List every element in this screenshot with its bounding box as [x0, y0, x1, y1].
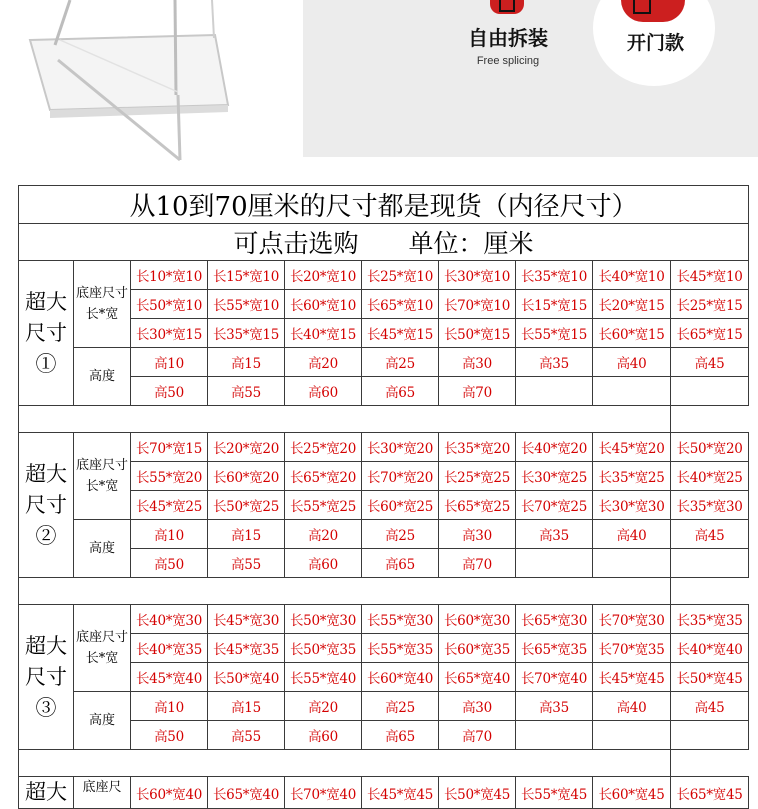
size-option[interactable]: 长30*宽20 [362, 433, 439, 462]
size-option[interactable]: 长60*宽20 [208, 462, 285, 491]
height-row [19, 520, 749, 549]
size-option[interactable]: 长20*宽15 [593, 290, 671, 319]
size-option[interactable]: 长60*宽25 [362, 491, 439, 520]
height-option[interactable]: 高40 [593, 520, 671, 549]
size-option[interactable]: 长45*宽25 [131, 491, 208, 520]
size-option[interactable]: 长45*宽45 [362, 777, 439, 809]
feature-free-splicing [443, 0, 573, 80]
height-option[interactable]: 高25 [362, 692, 439, 721]
size-option[interactable]: 长65*宽10 [362, 290, 439, 319]
size-option[interactable]: 长25*宽25 [439, 462, 516, 491]
size-option[interactable]: 长40*宽35 [131, 634, 208, 663]
empty-cell [516, 377, 593, 406]
size-option[interactable]: 长50*宽35 [285, 634, 362, 663]
size-option[interactable]: 长35*宽15 [208, 319, 285, 348]
base-size-row [19, 777, 749, 809]
base-size-label: 底座尺寸长*宽 [74, 433, 131, 520]
size-option[interactable]: 长60*宽35 [439, 634, 516, 663]
size-option[interactable]: 长35*宽10 [516, 261, 593, 290]
base-size-row [19, 261, 749, 290]
size-option[interactable]: 长40*宽20 [516, 433, 593, 462]
size-option[interactable]: 长10*宽10 [131, 261, 208, 290]
group-separator-row [19, 406, 749, 433]
size-option[interactable]: 长70*宽40 [285, 777, 362, 809]
group-name: 超大 [19, 777, 74, 809]
size-option[interactable]: 长45*宽35 [208, 634, 285, 663]
size-option[interactable]: 长50*宽40 [208, 663, 285, 692]
size-option[interactable]: 长70*宽35 [593, 634, 671, 663]
size-option[interactable]: 长30*宽15 [131, 319, 208, 348]
size-option[interactable]: 长25*宽10 [362, 261, 439, 290]
height-option[interactable]: 高70 [439, 549, 516, 578]
size-option[interactable]: 长65*宽35 [516, 634, 593, 663]
empty-cell [671, 549, 749, 578]
size-option[interactable]: 长70*宽30 [593, 605, 671, 634]
feature-subtitle: Free splicing [476, 55, 540, 67]
separator-cell [19, 750, 671, 777]
size-option[interactable]: 长45*宽20 [593, 433, 671, 462]
base-size-row [19, 433, 749, 462]
size-option[interactable]: 长20*宽20 [208, 433, 285, 462]
height-option[interactable]: 高65 [362, 549, 439, 578]
size-option[interactable]: 长55*宽15 [516, 319, 593, 348]
base-size-label: 底座尺寸长*宽 [74, 605, 131, 692]
height-option[interactable]: 高15 [208, 348, 285, 377]
size-option[interactable]: 长40*宽40 [671, 634, 749, 663]
height-option[interactable]: 高50 [131, 377, 208, 406]
empty-cell [593, 377, 671, 406]
height-option[interactable]: 高35 [516, 692, 593, 721]
size-option[interactable]: 长65*宽40 [439, 663, 516, 692]
size-option[interactable]: 长45*宽15 [362, 319, 439, 348]
size-option[interactable]: 长50*宽30 [285, 605, 362, 634]
size-option[interactable]: 长35*宽35 [671, 605, 749, 634]
height-label: 高度 [74, 348, 131, 406]
empty-cell [516, 549, 593, 578]
height-option[interactable]: 高65 [362, 721, 439, 750]
group-separator-row [19, 750, 749, 777]
height-option[interactable]: 高60 [285, 377, 362, 406]
base-size-row [19, 605, 749, 634]
size-option[interactable]: 长70*宽15 [131, 433, 208, 462]
size-option[interactable]: 长25*宽15 [671, 290, 749, 319]
size-option[interactable]: 长55*宽10 [208, 290, 285, 319]
height-option[interactable]: 高30 [439, 348, 516, 377]
height-option[interactable]: 高55 [208, 549, 285, 578]
size-option[interactable]: 长70*宽20 [362, 462, 439, 491]
table-subtitle: 可点击选购 单位：厘米 [19, 224, 749, 261]
feature-title: 自由拆装 [468, 26, 548, 50]
height-option[interactable]: 高45 [671, 520, 749, 549]
height-option[interactable]: 高20 [285, 692, 362, 721]
height-option[interactable]: 高50 [131, 721, 208, 750]
size-option[interactable]: 长25*宽20 [285, 433, 362, 462]
acrylic-display-box-image [0, 0, 290, 175]
height-option[interactable]: 高15 [208, 520, 285, 549]
height-option[interactable]: 高65 [362, 377, 439, 406]
height-option[interactable]: 高35 [516, 520, 593, 549]
feature-title: 开门款 [626, 32, 684, 54]
size-option[interactable]: 长55*宽25 [285, 491, 362, 520]
size-option[interactable]: 长45*宽45 [593, 663, 671, 692]
size-option[interactable]: 长55*宽35 [362, 634, 439, 663]
table-title: 从10到70厘米的尺寸都是现货（内径尺寸） [19, 186, 749, 224]
height-option[interactable]: 高40 [593, 692, 671, 721]
height-label: 高度 [74, 692, 131, 750]
group-name: 超大尺寸② [19, 433, 74, 578]
size-option[interactable]: 长50*宽45 [671, 663, 749, 692]
size-option[interactable]: 长40*宽25 [671, 462, 749, 491]
size-option[interactable]: 长20*宽10 [285, 261, 362, 290]
separator-cell [19, 406, 671, 433]
box-corner-icon [499, 0, 515, 12]
size-option[interactable]: 长45*宽10 [671, 261, 749, 290]
height-option[interactable]: 高60 [285, 721, 362, 750]
size-option[interactable]: 长30*宽10 [439, 261, 516, 290]
empty-cell [593, 721, 671, 750]
size-option[interactable]: 长40*宽10 [593, 261, 671, 290]
height-row [19, 348, 749, 377]
size-option[interactable]: 长60*宽45 [593, 777, 671, 809]
size-option[interactable]: 长50*宽20 [671, 433, 749, 462]
size-option[interactable]: 长65*宽45 [671, 777, 749, 809]
size-option[interactable]: 长65*宽15 [671, 319, 749, 348]
base-size-label: 底座尺寸长*宽 [74, 261, 131, 348]
size-option[interactable]: 长60*宽40 [131, 777, 208, 809]
height-option[interactable]: 高55 [208, 377, 285, 406]
size-option[interactable]: 长60*宽15 [593, 319, 671, 348]
height-option[interactable]: 高25 [362, 348, 439, 377]
height-option[interactable]: 高45 [671, 692, 749, 721]
empty-cell [593, 549, 671, 578]
size-option[interactable]: 长45*宽30 [208, 605, 285, 634]
height-row [19, 692, 749, 721]
size-option[interactable]: 长15*宽15 [516, 290, 593, 319]
product-banner [0, 0, 758, 180]
height-option[interactable]: 高25 [362, 520, 439, 549]
base-size-label: 底座尺 [74, 777, 131, 809]
size-option[interactable]: 长45*宽40 [131, 663, 208, 692]
feature-door-style [593, 0, 718, 88]
size-option[interactable]: 长60*宽30 [439, 605, 516, 634]
group-name: 超大尺寸③ [19, 605, 74, 750]
size-option[interactable]: 长35*宽25 [593, 462, 671, 491]
height-option[interactable]: 高10 [131, 692, 208, 721]
height-option[interactable]: 高35 [516, 348, 593, 377]
size-option[interactable]: 长40*宽15 [285, 319, 362, 348]
empty-cell [516, 721, 593, 750]
door-outline-icon [633, 0, 651, 14]
height-option[interactable]: 高30 [439, 520, 516, 549]
group-name: 超大尺寸① [19, 261, 74, 406]
size-option[interactable]: 长55*宽40 [285, 663, 362, 692]
height-option[interactable]: 高40 [593, 348, 671, 377]
height-option[interactable]: 高70 [439, 377, 516, 406]
empty-cell [671, 377, 749, 406]
height-option[interactable]: 高10 [131, 348, 208, 377]
size-option[interactable]: 长55*宽30 [362, 605, 439, 634]
size-table [18, 185, 749, 809]
size-option[interactable]: 长60*宽10 [285, 290, 362, 319]
size-option[interactable]: 长35*宽20 [439, 433, 516, 462]
size-option[interactable]: 长50*宽45 [439, 777, 516, 809]
height-option[interactable]: 高60 [285, 549, 362, 578]
features-panel [303, 0, 758, 157]
size-option[interactable]: 长55*宽20 [131, 462, 208, 491]
size-option[interactable]: 长70*宽25 [516, 491, 593, 520]
size-option[interactable]: 长70*宽40 [516, 663, 593, 692]
size-option[interactable]: 长50*宽10 [131, 290, 208, 319]
size-option[interactable]: 长15*宽10 [208, 261, 285, 290]
height-option[interactable]: 高15 [208, 692, 285, 721]
size-option[interactable]: 长30*宽30 [593, 491, 671, 520]
group-separator-row [19, 578, 749, 605]
height-option[interactable]: 高50 [131, 549, 208, 578]
height-label: 高度 [74, 520, 131, 578]
size-option[interactable]: 长50*宽15 [439, 319, 516, 348]
separator-cell [19, 578, 671, 605]
size-option[interactable]: 长35*宽30 [671, 491, 749, 520]
size-option[interactable]: 长65*宽30 [516, 605, 593, 634]
size-option[interactable]: 长70*宽10 [439, 290, 516, 319]
size-option[interactable]: 长40*宽30 [131, 605, 208, 634]
size-option[interactable]: 长65*宽40 [208, 777, 285, 809]
size-option[interactable]: 长60*宽40 [362, 663, 439, 692]
height-option[interactable]: 高45 [671, 348, 749, 377]
empty-cell [671, 721, 749, 750]
height-option[interactable]: 高20 [285, 520, 362, 549]
height-option[interactable]: 高70 [439, 721, 516, 750]
size-option[interactable]: 长50*宽25 [208, 491, 285, 520]
height-option[interactable]: 高10 [131, 520, 208, 549]
size-option[interactable]: 长55*宽45 [516, 777, 593, 809]
height-option[interactable]: 高20 [285, 348, 362, 377]
size-option[interactable]: 长65*宽20 [285, 462, 362, 491]
size-option[interactable]: 长65*宽25 [439, 491, 516, 520]
height-option[interactable]: 高30 [439, 692, 516, 721]
size-option[interactable]: 长30*宽25 [516, 462, 593, 491]
height-option[interactable]: 高55 [208, 721, 285, 750]
